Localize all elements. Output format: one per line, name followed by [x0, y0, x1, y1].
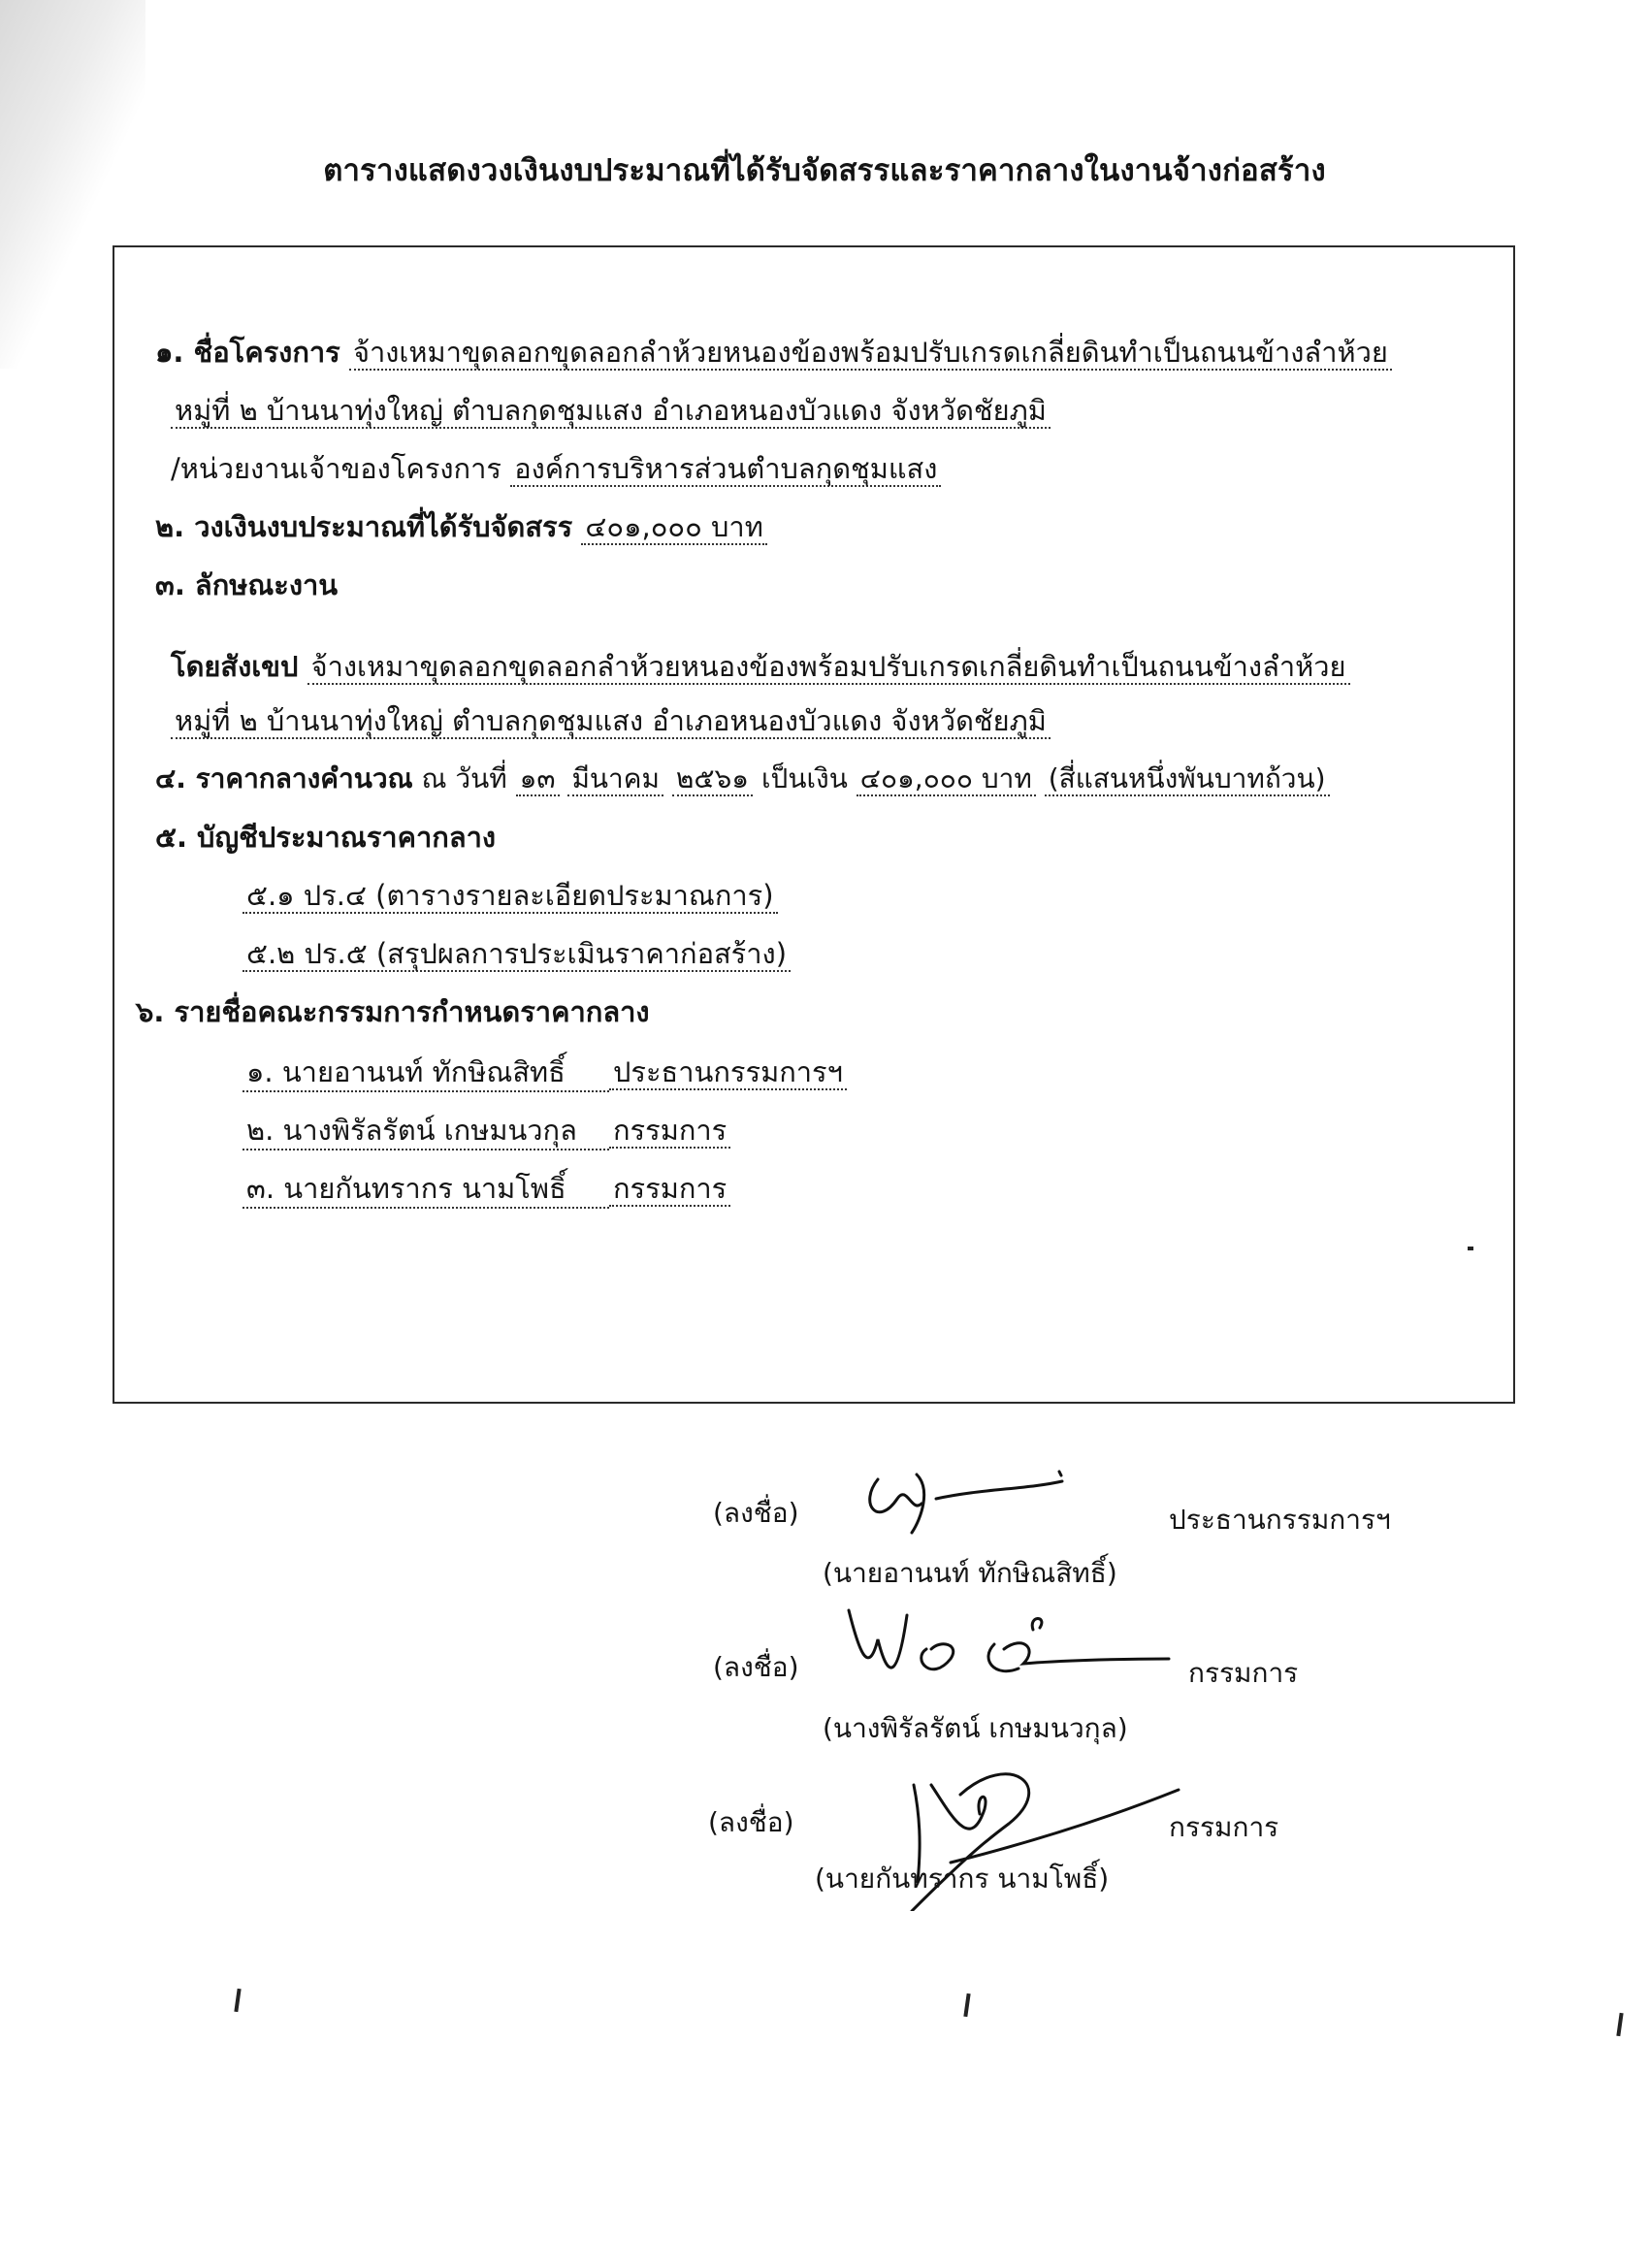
item4-label: ๔. ราคากลางคำนวณ — [155, 762, 413, 794]
scan-dot — [1468, 1247, 1473, 1250]
scan-mark — [963, 1993, 970, 2017]
item1-value-line2: หมู่ที่ ๒ บ้านนาทุ่งใหญ่ ตำบลกุดชุมแสง อำเภอหนองบัวแดง จังหวัดชัยภูมิ — [171, 394, 1051, 429]
agency-value: องค์การบริหารส่วนตำบลกุดชุมแสง — [510, 452, 941, 487]
item3-label: ๓. ลักษณะงาน — [155, 568, 339, 601]
scan-mark — [1616, 2013, 1623, 2036]
signature-name: (นายอานนท์ ทักษิณสิทธิ์) — [823, 1557, 1117, 1589]
signature-name: (นายกันทรากร นามโพธิ์) — [815, 1863, 1110, 1895]
signature-drawing — [854, 1460, 1077, 1538]
member-row-3 — [242, 1170, 730, 1209]
member-name: ๑. นายอานนท์ ทักษิณสิทธิ์ — [242, 1053, 609, 1092]
item5-row — [155, 819, 496, 856]
item1-row — [155, 334, 1392, 371]
amount-text: (สี่แสนหนึ่งพันบาทถ้วน) — [1045, 762, 1330, 796]
member-role: กรรมการ — [609, 1114, 730, 1149]
item5-label: ๕. บัญชีประมาณราคากลาง — [155, 821, 497, 854]
date-day: ๑๓ — [516, 762, 560, 796]
item5-sub1-row — [242, 877, 778, 914]
item3-value-line2: หมู่ที่ ๒ บ้านนาทุ่งใหญ่ ตำบลกุดชุมแสง อำเภอหนองบัวแดง จังหวัดชัยภูมิ — [171, 704, 1051, 739]
signature-name: (นางพิรัลรัตน์ เกษมนวกุล) — [823, 1712, 1128, 1744]
scan-mark — [234, 1989, 241, 2012]
item1-value-line1: จ้างเหมาขุดลอกขุดลอกลำห้วยหนองข้องพร้อมปรับเกรดเกลี่ยดินทำเป็นถนนข้างลำห้วย — [349, 336, 1392, 371]
signature-prefix: (ลงชื่อ) — [708, 1806, 794, 1838]
amount-value: ๔๐๑,๐๐๐ บาท — [857, 762, 1036, 796]
item4-row — [155, 761, 1330, 797]
date-label: ณ วันที่ — [421, 762, 507, 794]
signature-prefix: (ลงชื่อ) — [713, 1497, 799, 1529]
item2-label: ๒. วงเงินงบประมาณที่ได้รับจัดสรร — [155, 510, 573, 543]
member-row-2 — [242, 1112, 730, 1150]
item1-row2 — [171, 392, 1051, 429]
signature-role: กรรมการ — [1188, 1657, 1299, 1689]
item5-sub2-row — [242, 935, 791, 972]
member-name: ๓. นายกันทรากร นามโพธิ์ — [242, 1170, 609, 1209]
signature-role: กรรมการ — [1169, 1811, 1279, 1843]
item1-label: ๑. ชื่อโครงการ — [155, 336, 340, 369]
item2-value: ๔๐๑,๐๐๐ บาท — [581, 510, 766, 545]
signature-prefix: (ลงชื่อ) — [713, 1651, 799, 1683]
date-year: ๒๕๖๑ — [672, 762, 753, 796]
item3-summary-row — [171, 648, 1350, 685]
item6-label: ๖. รายชื่อคณะกรรมการกำหนดราคากลาง — [136, 995, 650, 1028]
signature-drawing — [834, 1591, 1174, 1698]
member-row-1 — [242, 1053, 847, 1092]
document-title: ตารางแสดงวงเงินงบประมาณที่ได้รับจัดสรรและราคากลางในงานจ้างก่อสร้าง — [323, 153, 1326, 188]
item3-row2 — [171, 702, 1051, 739]
signature-role: ประธานกรรมการฯ — [1169, 1504, 1391, 1536]
item3-value-line1: จ้างเหมาขุดลอกขุดลอกลำห้วยหนองข้องพร้อมปรับเกรดเกลี่ยดินทำเป็นถนนข้างลำห้วย — [307, 650, 1350, 685]
item2-row — [155, 508, 767, 545]
member-role: กรรมการ — [609, 1172, 730, 1207]
summary-label: โดยสังเขป — [171, 650, 299, 683]
item5-sub2: ๕.๒ ปร.๕ (สรุปผลการประเมินราคาก่อสร้าง) — [242, 937, 791, 972]
date-month: มีนาคม — [567, 762, 663, 796]
item5-sub1: ๕.๑ ปร.๔ (ตารางรายละเอียดประมาณการ) — [242, 879, 778, 914]
agency-label: /หน่วยงานเจ้าของโครงการ — [171, 452, 501, 485]
amount-label: เป็นเงิน — [760, 762, 848, 794]
member-role: ประธานกรรมการฯ — [609, 1055, 847, 1090]
item1-agency-row — [171, 450, 941, 487]
member-name: ๒. นางพิรัลรัตน์ เกษมนวกุล — [242, 1112, 609, 1150]
item3-row — [155, 567, 338, 603]
item6-row — [136, 993, 650, 1030]
